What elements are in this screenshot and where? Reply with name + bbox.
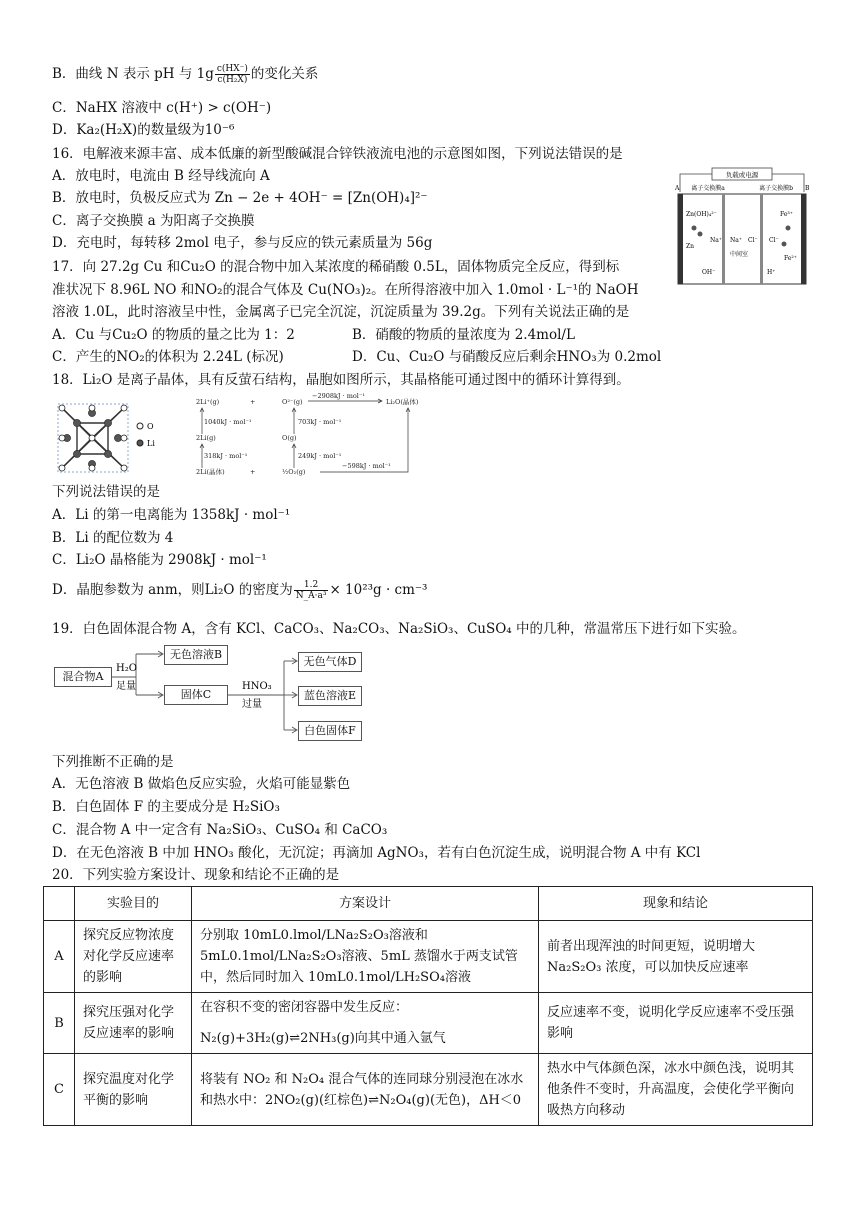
q16-option-b: B．放电时，负极反应式为 Zn − 2e + 4OH⁻ = [Zn(OH)₄]²⁻	[52, 190, 428, 206]
table-cell-design-line2: N₂(g)+3H₂(g)⇌2NH₃(g)向其中通入氩气	[200, 1031, 446, 1046]
table-header-result: 现象和结论	[539, 887, 813, 921]
battery-label-a: A	[675, 185, 680, 192]
membrane-b-label: 离子交换膜b	[759, 185, 793, 192]
q19-option-b: B．白色固体 F 的主要成分是 H₂SiO₃	[52, 799, 280, 815]
q16-option-d: D．充电时，每转移 2mol 电子，参与反应的铁元素质量为 56g	[52, 235, 433, 251]
table-cell-purpose: 探究温度对化学平衡的影响	[75, 1054, 192, 1126]
table-cell-purpose: 探究反应物浓度对化学反应速率的影响	[75, 921, 192, 993]
q15-option-d: D．Ka₂(H₂X)的数量级为10⁻⁶	[52, 122, 235, 138]
flow-h2o-label: H₂O	[116, 663, 137, 674]
q15-fraction-num: c(HX⁻)	[216, 64, 248, 74]
q18-option-d	[52, 580, 427, 601]
flow-solid-c: 固体C	[164, 685, 228, 705]
q17-stem-3: 溶液 1.0L，此时溶液呈中性，金属离子已完全沉淀，沉淀质量为 39.2g。下列有关说法正确的是	[52, 304, 630, 320]
membrane-a-label: 离子交换膜a	[691, 185, 725, 192]
cycle-sublimation: 318kJ · mol⁻¹	[204, 452, 248, 460]
q18-option-b: B．Li 的配位数为 4	[52, 530, 174, 546]
cycle-o-ion: O²⁻(g)	[282, 398, 303, 406]
battery-diagram	[672, 166, 812, 286]
q18-fraction-num: 1.2	[294, 580, 329, 591]
flow-guoliang-label: 过量	[242, 699, 262, 710]
q16-option-c: C．离子交换膜 a 为阳离子交换膜	[52, 213, 255, 229]
cycle-li-solid: 2Li(晶体)	[196, 468, 225, 476]
q19-stem: 19．白色固体混合物 A，含有 KCl、CaCO₃、Na₂CO₃、Na₂SiO₃、CuSO₄ 中的几种，常温常压下进行如下实验。	[52, 621, 746, 637]
q17-stem-1: 17．向 27.2g Cu 和Cu₂O 的混合物中加入某浓度的稀硝酸 0.5L，固体物质完全反应，得到标	[52, 259, 620, 275]
experiment-table	[43, 886, 813, 1126]
cycle-formation: −598kJ · mol⁻¹	[342, 462, 391, 470]
cycle-electron-affinity: 703kJ · mol⁻¹	[298, 418, 342, 426]
q15-option-b-text: B．曲线 N 表示 pH 与 1g	[52, 66, 214, 82]
cycle-li-ion: 2Li⁺(g)	[196, 398, 220, 406]
q18-option-c: C．Li₂O 晶格能为 2908kJ · mol⁻¹	[52, 552, 267, 568]
table-header-design: 方案设计	[192, 887, 539, 921]
table-row-id: B	[44, 993, 75, 1054]
q18-sub: 下列说法错误的是	[52, 484, 160, 500]
table-cell-design-line1: 在容积不变的密闭容器中发生反应：	[200, 1000, 409, 1015]
q18-fraction-den: N_A·a³	[295, 591, 327, 601]
cycle-o-gas: O(g)	[282, 434, 297, 442]
q15-fraction-den: c(H₂X)	[217, 75, 248, 85]
cycle-dissociation: 249kJ · mol⁻¹	[298, 452, 342, 460]
q17-option-d: D．Cu、Cu₂O 与硝酸反应后剩余HNO₃为 0.2mol	[352, 349, 662, 365]
legend-li-label: Li	[147, 439, 155, 448]
q18-option-d-tail: × 10²³g · cm⁻³	[329, 582, 428, 598]
table-cell-design: 分别取 10mL0.lmol/LNa₂S₂O₃溶液和5mL0.1mol/LNa₂S₂O₃溶液、5mL 蒸馏水于两支试管中，然后同时加入 10mL0.1mol/LH₂SO₄溶液	[192, 921, 539, 993]
flow-hno3-label: HNO₃	[242, 681, 272, 692]
na-mid-label: Na⁺	[730, 237, 742, 244]
table-row-id: A	[44, 921, 75, 993]
zn-label: Zn	[686, 243, 695, 250]
q16-stem: 16．电解液来源丰富、成本低廉的新型酸碱混合锌铁液流电池的示意图如图，下列说法错误的是	[52, 146, 623, 162]
flow-solution-b: 无色溶液B	[164, 645, 228, 665]
cycle-plus-1: +	[250, 398, 256, 406]
legend-o-label: O	[147, 422, 154, 431]
table-cell-design	[192, 993, 539, 1054]
q16-option-a: A．放电时，电流由 B 经导线流向 A	[52, 168, 270, 184]
born-haber-cycle	[190, 392, 450, 478]
q18-option-a: A．Li 的第一电离能为 1358kJ · mol⁻¹	[52, 507, 291, 523]
cl-mid-label: Cl⁻	[748, 237, 758, 244]
table-cell-design: 将装有 NO₂ 和 N₂O₄ 混合气体的连同球分别浸泡在冰水和热水中：2NO₂(g)(红棕色)⇌N₂O₄(g)(无色)，ΔH＜0	[192, 1054, 539, 1126]
cycle-o2: ½O₂(g)	[282, 468, 306, 476]
q19-option-c: C．混合物 A 中一定含有 Na₂SiO₃、CuSO₄ 和 CaCO₃	[52, 822, 388, 838]
q15-option-c: C．NaHX 溶液中 c(H⁺) > c(OH⁻)	[52, 100, 272, 116]
q15-fraction	[215, 64, 250, 85]
table-row	[44, 993, 813, 1054]
table-cell-result: 前者出现浑浊的时间更短，说明增大 Na₂S₂O₃ 浓度，可以加快反应速率	[539, 921, 813, 993]
flow-arrows	[52, 640, 372, 750]
q15-option-b	[52, 64, 318, 85]
fe2-label: Fe²⁺	[784, 255, 797, 262]
q19-option-a: A．无色溶液 B 做焰色反应实验，火焰可能显紫色	[52, 776, 351, 792]
flow-solid-f: 白色固体F	[298, 721, 362, 741]
table-row-id: C	[44, 1054, 75, 1126]
na-left-label: Na⁺	[710, 237, 722, 244]
cycle-ionization: 1040kJ · mol⁻¹	[204, 418, 252, 426]
table-row	[44, 1054, 813, 1126]
cycle-lattice-energy: −2908kJ · mol⁻¹	[312, 392, 365, 400]
h-label: H⁺	[767, 269, 776, 276]
q17-option-c: C．产生的NO₂的体积为 2.24L (标况)	[52, 349, 284, 365]
battery-label-b: B	[805, 185, 810, 192]
q18-stem: 18．Li₂O 是离子晶体，具有反萤石结构，晶胞如图所示，其晶格能可通过图中的循环计算得到。	[52, 372, 630, 388]
oh-label: OH⁻	[702, 269, 716, 276]
crystal-cell-diagram	[52, 398, 172, 476]
table-header-purpose: 实验目的	[75, 887, 192, 921]
q20-stem: 20．下列实验方案设计、现象和结论不正确的是	[52, 867, 340, 883]
table-cell-result: 反应速率不变，说明化学反应速率不受压强影响	[539, 993, 813, 1054]
table-row	[44, 921, 813, 993]
table-cell-purpose: 探究压强对化学反应速率的影响	[75, 993, 192, 1054]
q17-option-a: A．Cu 与Cu₂O 的物质的量之比为 1：2	[52, 327, 295, 343]
q15-option-b-tail: 的变化关系	[250, 66, 319, 82]
q19-sub: 下列推断不正确的是	[52, 754, 174, 770]
battery-top-label: 负载或电源	[725, 171, 759, 179]
flow-gas-d: 无色气体D	[298, 652, 362, 672]
table-header-empty	[44, 887, 75, 921]
table-header-row	[44, 887, 813, 921]
table-cell-result: 热水中气体颜色深，冰水中颜色浅，说明其他条件不变时，升高温度，会使化学平衡向吸热方向移动	[539, 1054, 813, 1126]
middle-chamber-label: 中间室	[730, 251, 749, 258]
q17-stem-2: 准状况下 8.96L NO 和NO₂的混合气体及 Cu(NO₃)₂。在所得溶液中加入 1.0mol · L⁻¹的 NaOH	[52, 282, 639, 298]
cycle-plus-2: +	[250, 468, 256, 476]
cycle-product: Li₂O(晶体)	[386, 398, 419, 406]
flow-mix-a: 混合物A	[54, 667, 112, 687]
flow-solution-e: 蓝色溶液E	[298, 686, 362, 706]
cycle-li-gas: 2Li(g)	[196, 434, 216, 442]
q18-density-fraction	[294, 580, 329, 601]
flow-zuliang-label: 足量	[116, 681, 136, 692]
q17-option-b: B．硝酸的物质的量浓度为 2.4mol/L	[352, 327, 575, 343]
zincate-label: Zn(OH)₄²⁻	[686, 211, 717, 218]
fe3-label: Fe³⁺	[780, 211, 793, 218]
cl-right-label: Cl⁻	[769, 237, 779, 244]
q19-option-d: D．在无色溶液 B 中加 HNO₃ 酸化，无沉淀；再滴加 AgNO₃，若有白色沉淀生成，说明混合物 A 中有 KCl	[52, 845, 701, 861]
q18-option-d-text: D．晶胞参数为 anm，则Li₂O 的密度为	[52, 582, 293, 598]
